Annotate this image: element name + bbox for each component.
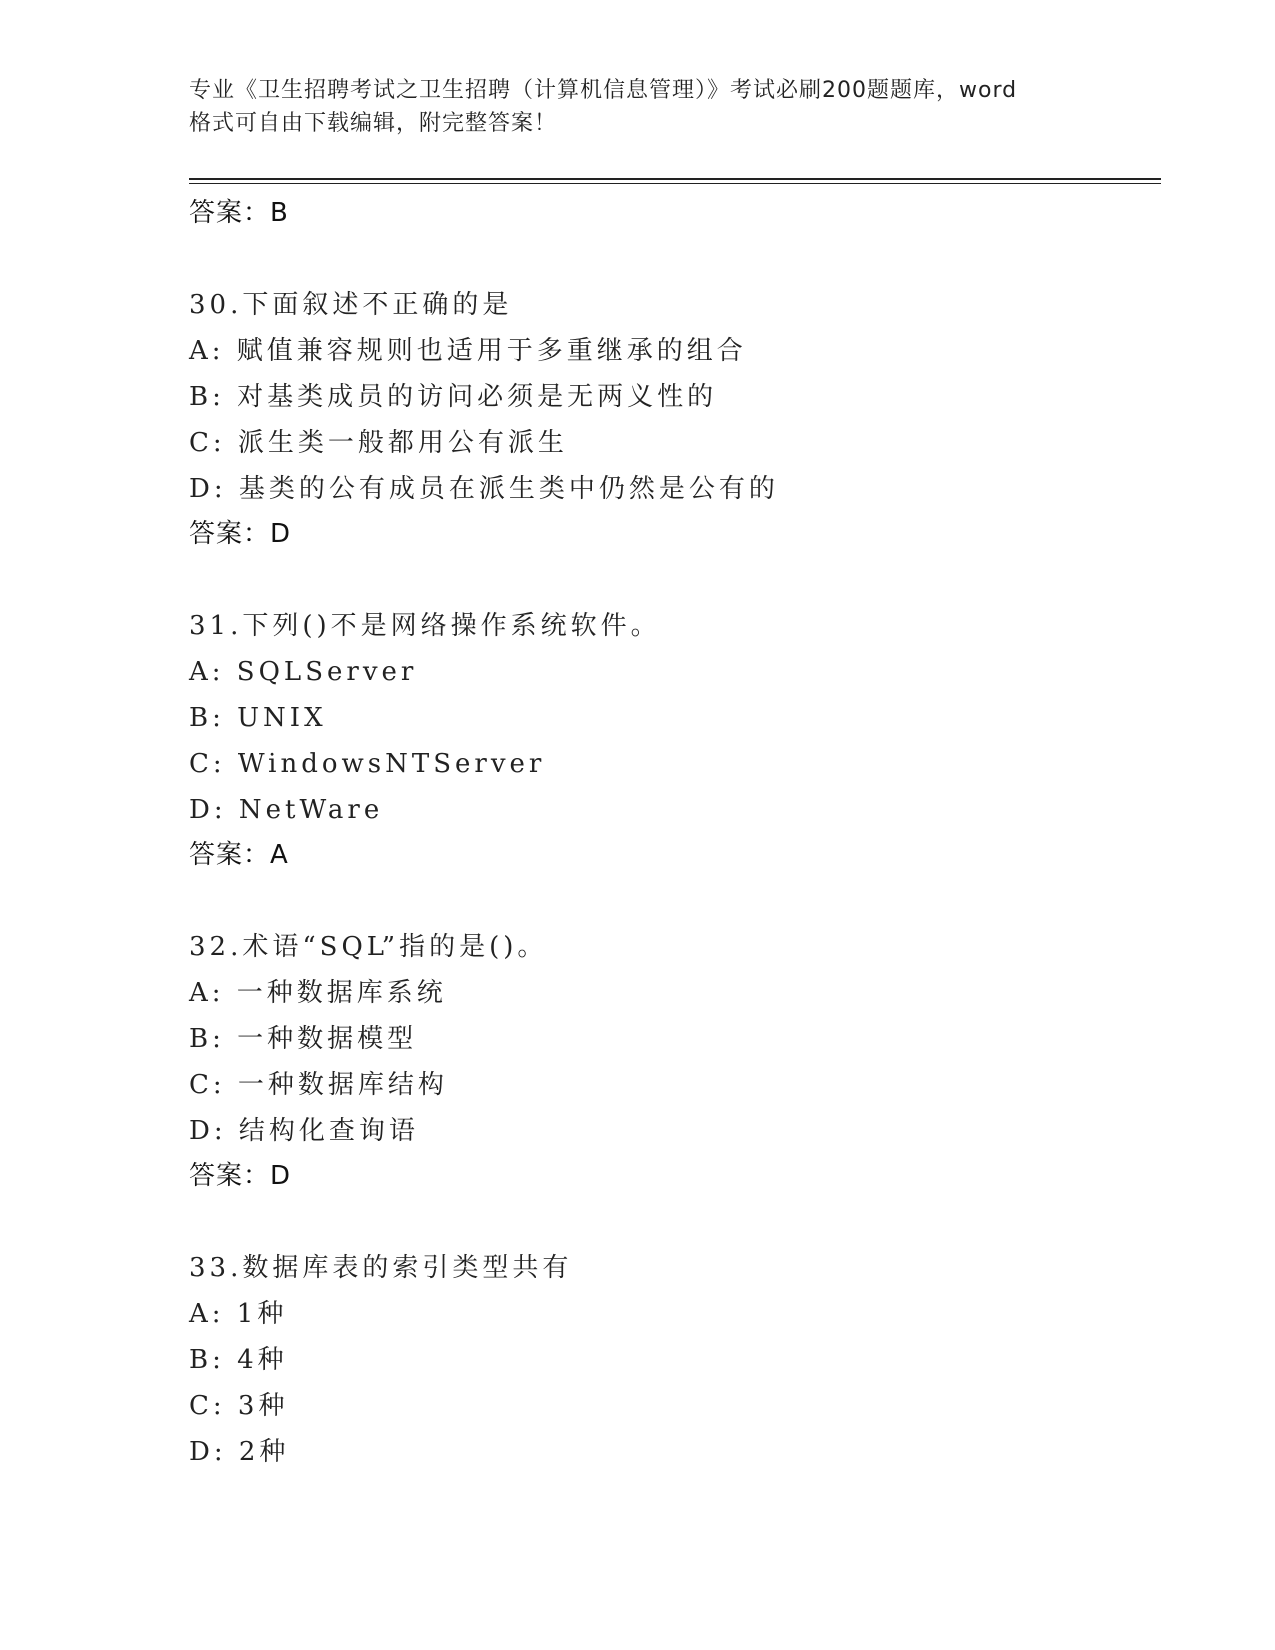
spacer	[189, 556, 1149, 603]
answer-line: 答案：A	[189, 840, 289, 870]
option-b: B: UNIX	[189, 703, 327, 733]
question-stem: 33.数据库表的索引类型共有	[189, 1253, 573, 1283]
option-b: B: 对基类成员的访问必须是无两义性的	[189, 382, 718, 412]
spacer	[189, 1198, 1149, 1245]
option-c: C: 派生类一般都用公有派生	[189, 428, 568, 458]
option-a: A: 一种数据库系统	[189, 978, 447, 1008]
option-d: D: 2种	[189, 1437, 290, 1467]
spacer	[189, 877, 1149, 924]
option-a: A: 赋值兼容规则也适用于多重继承的组合	[189, 336, 747, 366]
question-block	[189, 1245, 1149, 1475]
question-list	[189, 191, 1149, 1475]
option-c: C: WindowsNTServer	[189, 749, 546, 779]
header-line-1: 专业《卫生招聘考试之卫生招聘（计算机信息管理）》考试必刷200题题库，word	[189, 78, 1018, 103]
question-block	[189, 603, 1149, 877]
document-header	[189, 74, 1109, 140]
spacer	[189, 235, 1149, 282]
question-stem: 30.下面叙述不正确的是	[189, 290, 513, 320]
header-divider-thin	[189, 183, 1161, 184]
option-b: B: 一种数据模型	[189, 1024, 418, 1054]
question-stem: 31.下列()不是网络操作系统软件。	[189, 611, 661, 641]
question-block	[189, 282, 1149, 556]
option-d: D: 基类的公有成员在派生类中仍然是公有的	[189, 474, 779, 504]
question-stem: 32.术语“SQL”指的是()。	[189, 932, 548, 962]
header-line-2: 格式可自由下载编辑，附完整答案！	[189, 111, 558, 136]
option-c: C: 3种	[189, 1391, 289, 1421]
option-d: D: 结构化查询语	[189, 1116, 419, 1146]
option-a: A: 1种	[189, 1299, 288, 1329]
option-c: C: 一种数据库结构	[189, 1070, 448, 1100]
option-a: A: SQLServer	[189, 657, 418, 687]
header-divider	[189, 178, 1161, 180]
answer-line: 答案：B	[189, 198, 289, 228]
answer-line: 答案：D	[189, 519, 292, 549]
option-b: B: 4种	[189, 1345, 288, 1375]
answer-line: 答案：D	[189, 1161, 292, 1191]
option-d: D: NetWare	[189, 795, 384, 825]
question-block	[189, 924, 1149, 1198]
